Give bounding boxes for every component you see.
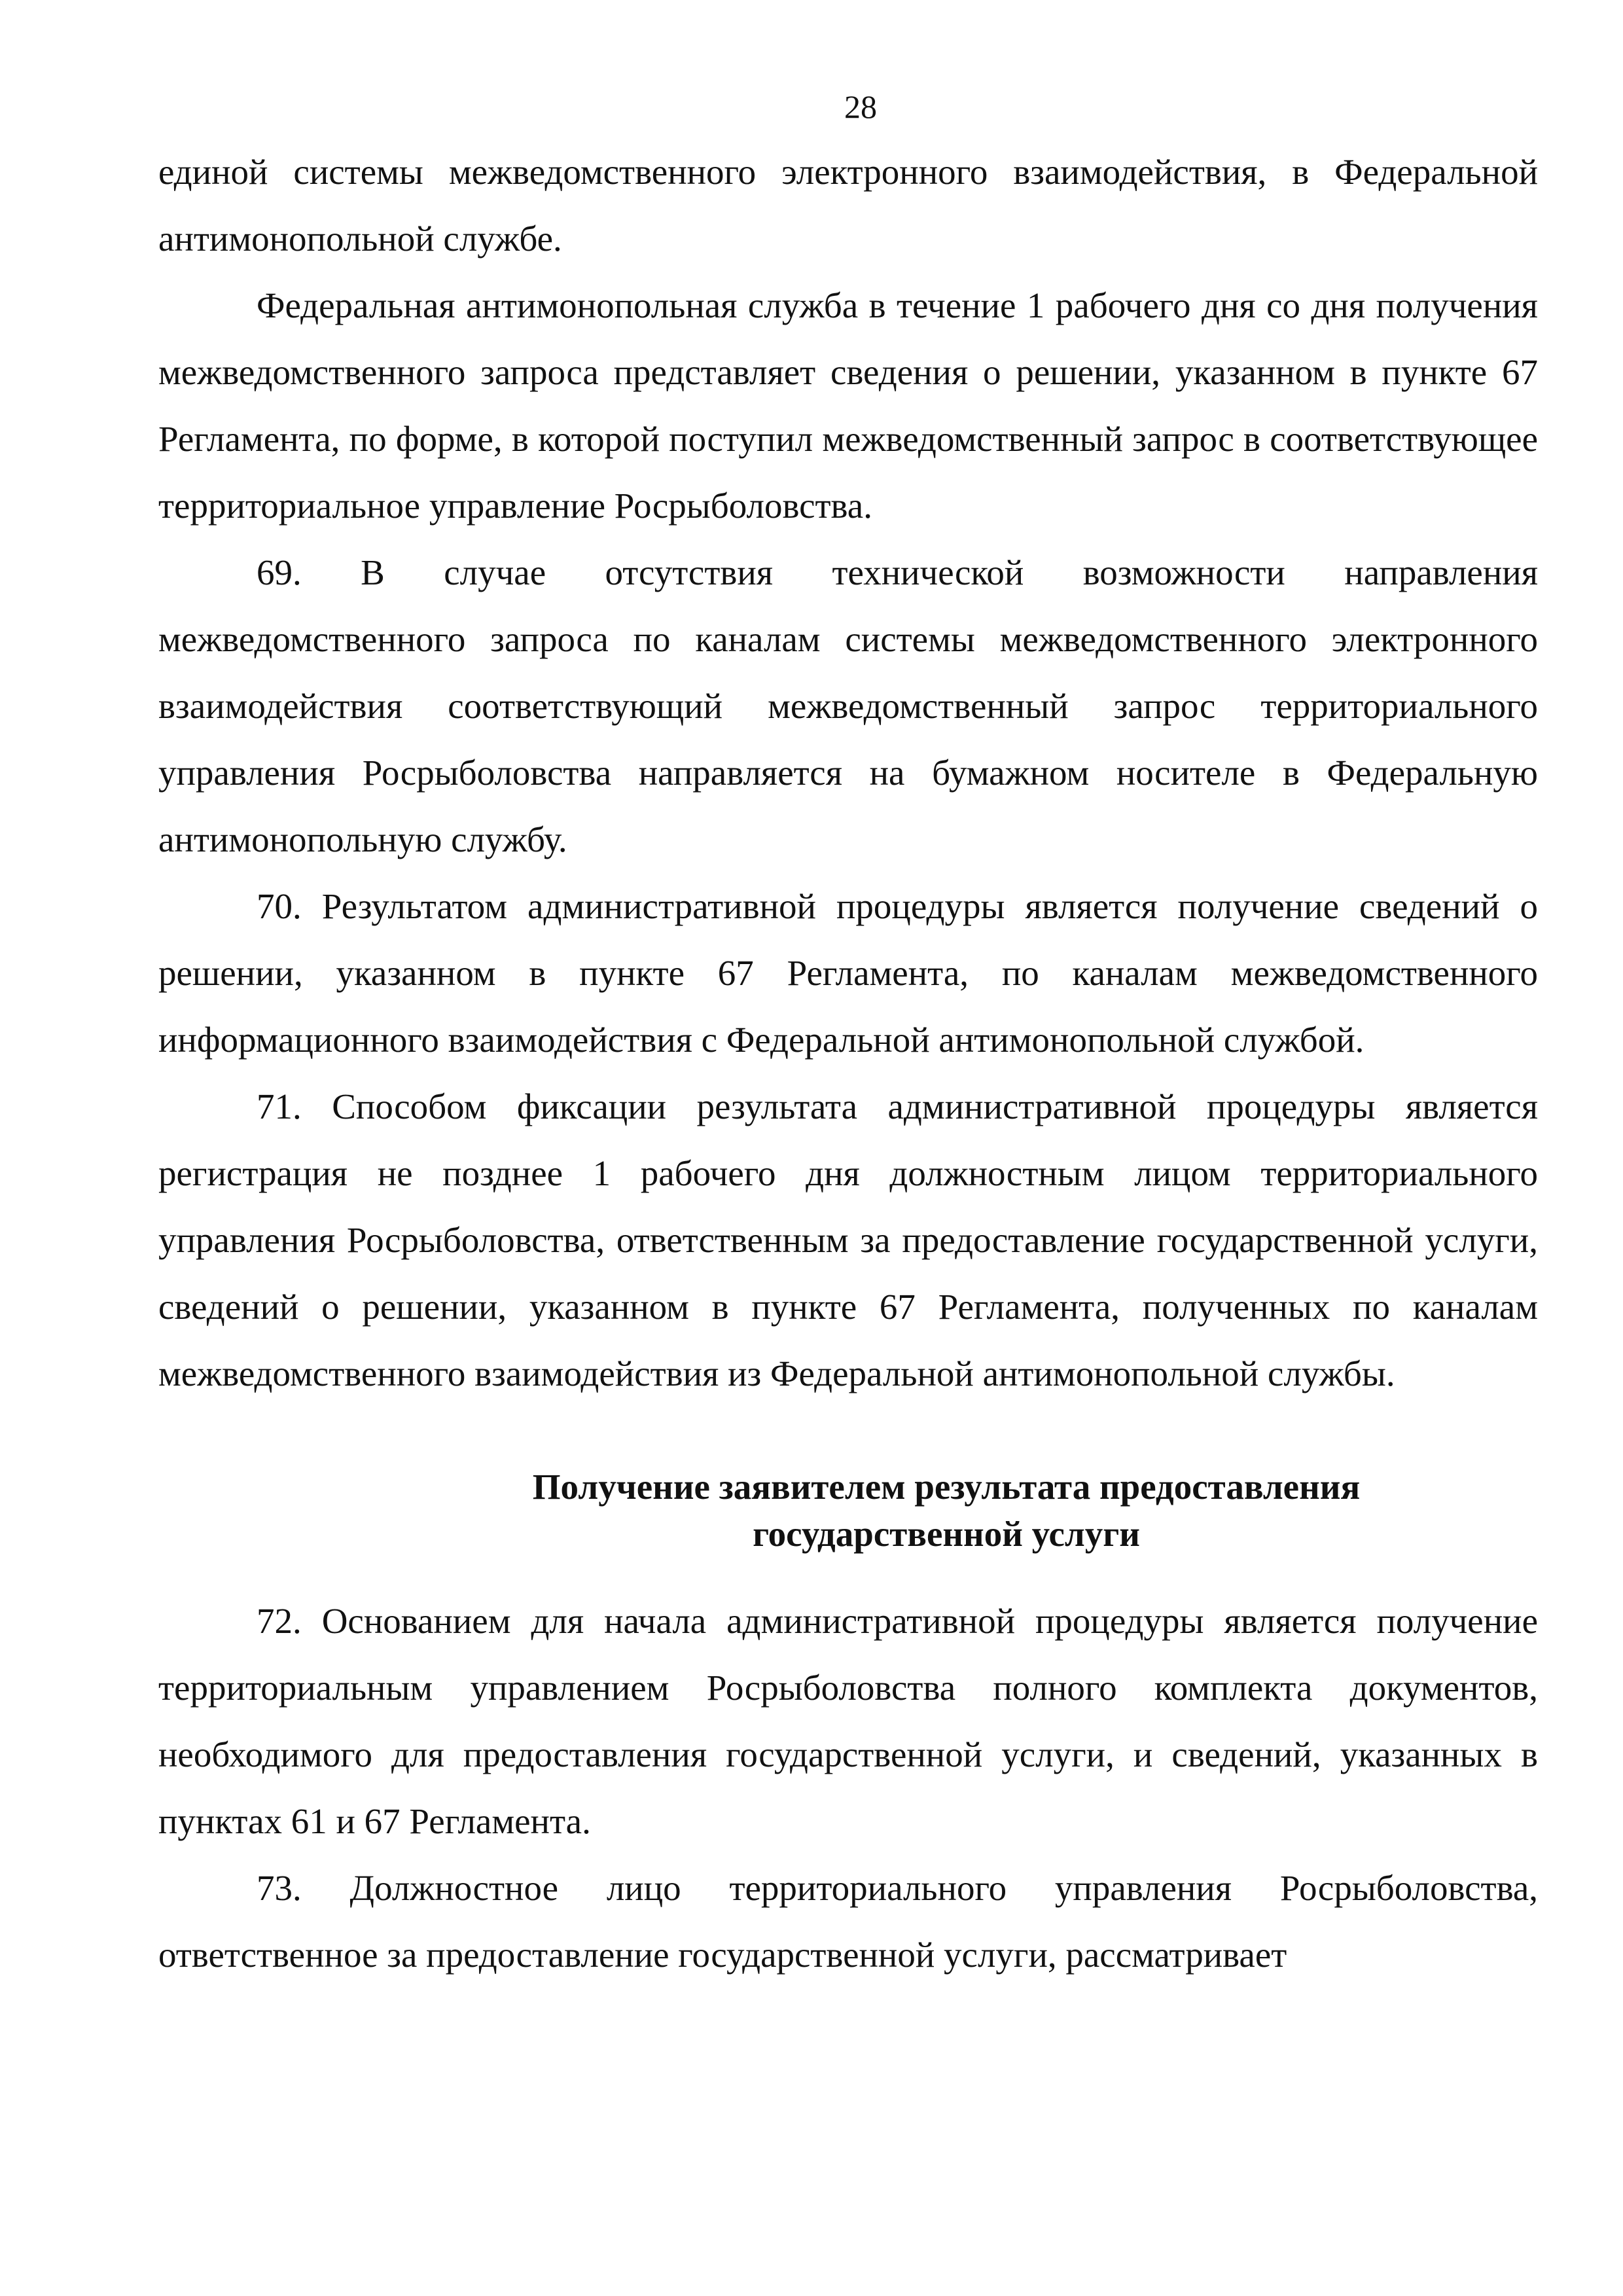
paragraph-continuation: единой системы межведомственного электронного взаимодействия, в Федеральной антимонопольной службе. <box>158 152 1538 259</box>
paragraph-71: 71. Способом фиксации результата административной процедуры является регистрация не позднее 1 рабочего дня должностным лицом территориального управления Росрыболовства, ответственным за предоставление государственной услуги, сведений о решении, указанном в пункте 67 Регламента, полученных по каналам межведомственного взаимодействия из Федеральной антимонопольной службы. <box>158 1086 1538 1393</box>
section-heading <box>158 1463 1538 1558</box>
paragraph-72: 72. Основанием для начала административной процедуры является получение территориальным управлением Росрыболовства полного комплекта документов, необходимого для предоставления государственной услуги, и сведений, указанных в пунктах 61 и 67 Регламента. <box>158 1601 1538 1841</box>
page-number: 28 <box>844 88 877 125</box>
section-heading-line-2: государственной услуги <box>753 1514 1140 1554</box>
paragraph-69: 69. В случае отсутствия технической возможности направления межведомственного запроса по каналам системы межведомственного электронного взаимодействия соответствующий межведомственный запрос территориального управления Росрыболовства направляется на бумажном носителе в Федеральную антимонопольную службу. <box>158 552 1538 859</box>
section-heading-line-1: Получение заявителем результата предоставления <box>532 1467 1361 1507</box>
paragraph-fas-response: Федеральная антимонопольная служба в течение 1 рабочего дня со дня получения межведомственного запроса представляет сведения о решении, указанном в пункте 67 Регламента, по форме, в которой поступил межведомственный запрос в соответствующее территориальное управление Росрыболовства. <box>158 285 1538 526</box>
paragraph-73: 73. Должностное лицо территориального управления Росрыболовства, ответственное за предоставление государственной услуги, рассматривает <box>158 1868 1538 1975</box>
paragraph-70: 70. Результатом административной процедуры является получение сведений о решении, указанном в пункте 67 Регламента, по каналам межведомственного информационного взаимодействия с Федеральной антимонопольной службой. <box>158 886 1538 1060</box>
document-body <box>158 139 1538 1988</box>
